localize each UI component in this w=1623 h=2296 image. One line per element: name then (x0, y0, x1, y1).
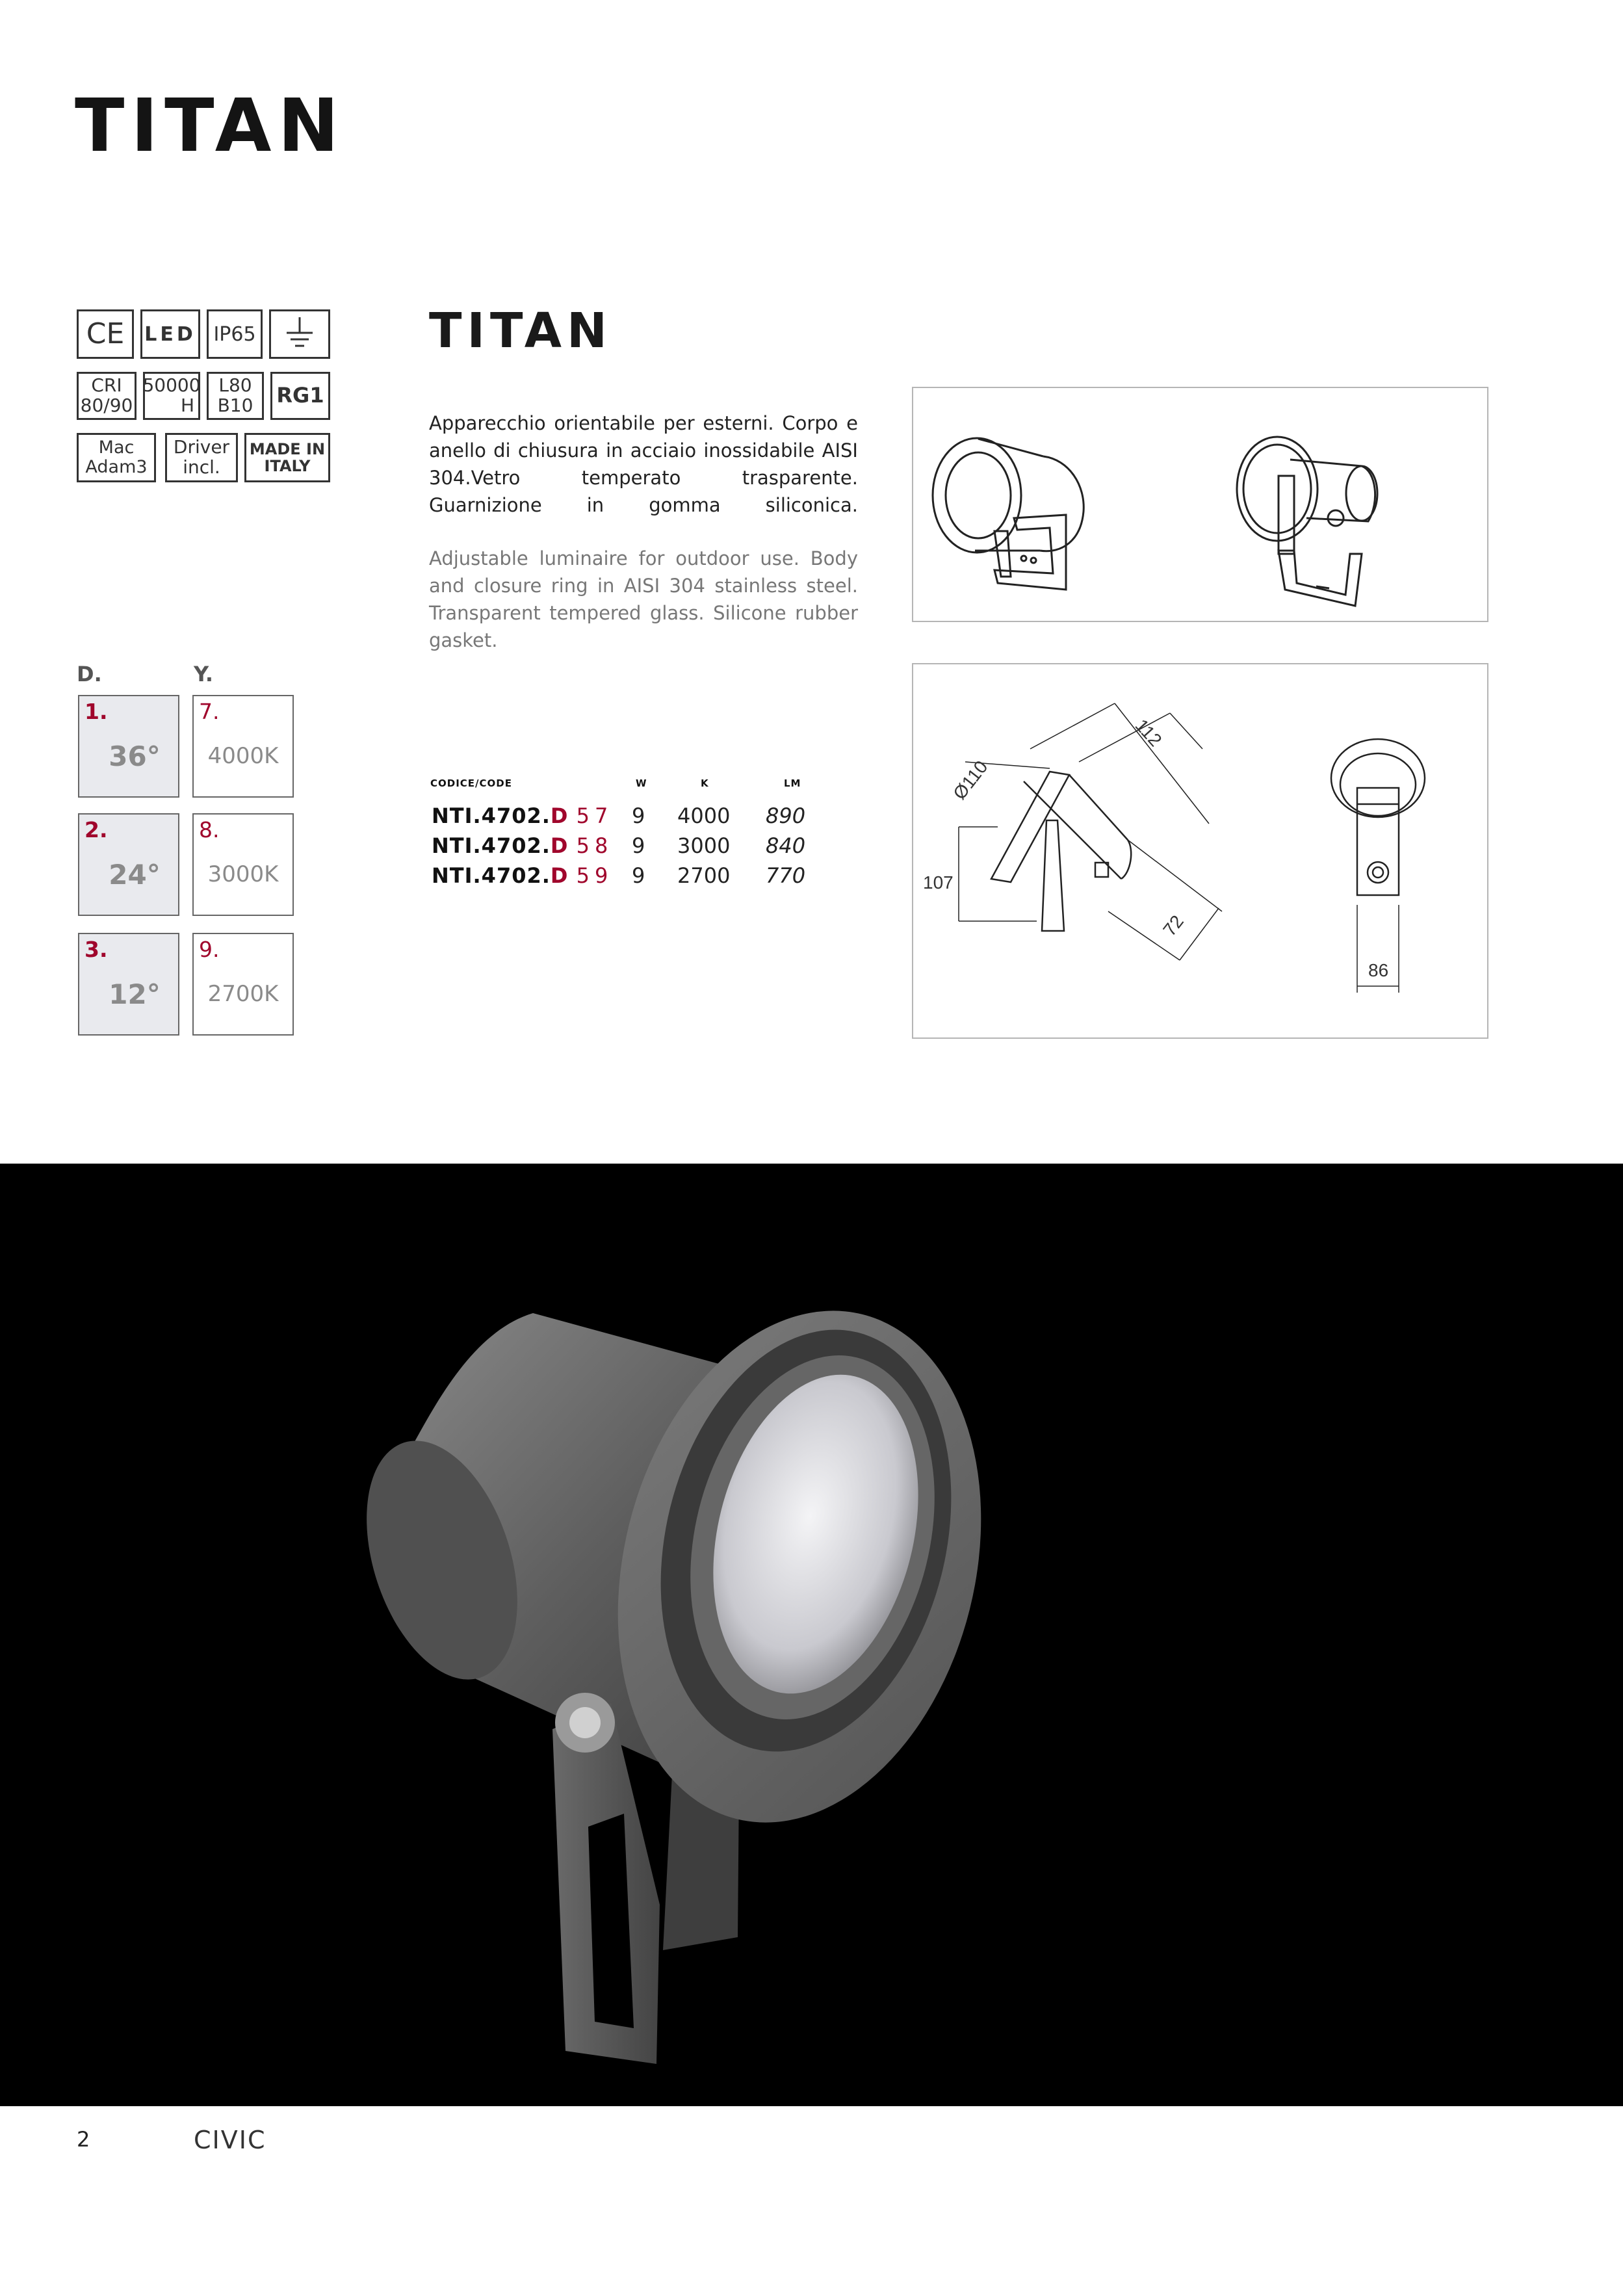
mac-adam-badge (77, 433, 156, 482)
beam-option-angle: 12° (109, 978, 161, 1010)
temperature-option-7 (192, 695, 294, 798)
made-in-label: MADE IN (249, 439, 326, 458)
temperature-option-8 (192, 813, 294, 916)
beam-option-1 (78, 695, 179, 798)
page-title: TITAN (75, 84, 346, 168)
temperature-option-number: 9. (199, 937, 220, 962)
beam-option-angle: 24° (109, 859, 161, 891)
table-header-lm: LM (784, 777, 801, 789)
lifetime-badge (143, 372, 200, 420)
cri-value: 80/90 (80, 395, 133, 416)
table-row (432, 863, 822, 892)
lumen-cell: 840 (766, 833, 806, 858)
table-header-k: K (701, 777, 709, 789)
footer-divider (0, 2105, 1623, 2106)
table-header-code: CODICE/CODE (430, 777, 512, 789)
made-in-italy-badge (244, 433, 330, 482)
temperature-option-number: 8. (199, 817, 220, 842)
mac-label: Mac (98, 437, 135, 458)
spotlight-image (0, 1164, 1623, 2105)
beam-option-3 (78, 933, 179, 1036)
b10-label: B10 (217, 395, 253, 416)
product-code: NTI.4702.D 57 (432, 803, 614, 828)
beam-option-number: 3. (84, 937, 108, 962)
page-number: 2 (77, 2127, 90, 2152)
dimension-diameter: Ø110 (949, 757, 992, 803)
wattage-cell: 9 (632, 833, 645, 858)
brand-logo: CIVIC (194, 2126, 266, 2154)
beam-option-number: 2. (84, 817, 108, 842)
beam-option-2 (78, 813, 179, 916)
rg1-badge: RG1 (270, 372, 330, 420)
dimension-height: 107 (923, 872, 954, 893)
product-perspective-drawing (913, 388, 1487, 621)
kelvin-cell: 2700 (677, 863, 731, 888)
driver-incl-label: incl. (183, 456, 220, 478)
temperature-option-value: 4000K (207, 743, 279, 769)
dimension-drawing-box (912, 663, 1488, 1039)
description-english: Adjustable luminaire for outdoor use. Body and closure ring in AISI 304 stainless steel. Transparent tempered glass. Silicone rubber gasket. (429, 547, 858, 651)
product-views-box (912, 387, 1488, 622)
table-row (432, 833, 822, 862)
dimension-drawing (913, 664, 1487, 1037)
table-header-w: W (636, 777, 647, 789)
kelvin-cell: 3000 (677, 833, 731, 858)
driver-label: Driver (173, 436, 230, 458)
description-italian: Apparecchio orientabile per esterni. Corpo e anello di chiusura in acciaio inossidabile AISI 304.Vetro temperato trasparente. Guarnizione in gomma siliconica. (429, 412, 858, 516)
driver-badge (165, 433, 238, 482)
dimension-depth: 72 (1159, 911, 1188, 940)
lumen-cell: 890 (766, 803, 806, 828)
dimension-length: 112 (1131, 715, 1166, 751)
l80-badge (207, 372, 264, 420)
temperature-header: Y. (194, 662, 214, 686)
product-code: NTI.4702.D 59 (432, 863, 614, 888)
lifetime-unit: H (180, 395, 194, 416)
italy-label: ITALY (264, 457, 311, 475)
beam-option-number: 1. (84, 699, 108, 724)
temperature-option-value: 2700K (207, 981, 279, 1007)
led-icon: LED (140, 309, 200, 359)
beam-option-angle: 36° (109, 740, 161, 772)
table-row (432, 803, 822, 832)
kelvin-cell: 4000 (677, 803, 731, 828)
dimension-width: 86 (1368, 960, 1389, 980)
wattage-cell: 9 (632, 803, 645, 828)
temperature-option-value: 3000K (207, 861, 279, 887)
product-title: TITAN (429, 303, 612, 359)
lifetime-hours: 50000 (142, 374, 201, 397)
product-photo (0, 1164, 1623, 2105)
temperature-option-number: 7. (199, 699, 220, 724)
l80-label: L80 (218, 374, 252, 397)
cri-label: CRI (91, 374, 122, 397)
ce-mark-icon: CE (77, 309, 134, 359)
temperature-option-9 (192, 933, 294, 1036)
ip65-badge: IP65 (207, 309, 263, 359)
earth-ground-icon (269, 309, 330, 359)
product-code: NTI.4702.D 58 (432, 833, 614, 858)
cri-badge (77, 372, 136, 420)
beam-header: D. (77, 662, 102, 686)
wattage-cell: 9 (632, 863, 645, 888)
adam-label: Adam3 (85, 457, 148, 477)
lumen-cell: 770 (766, 863, 806, 888)
